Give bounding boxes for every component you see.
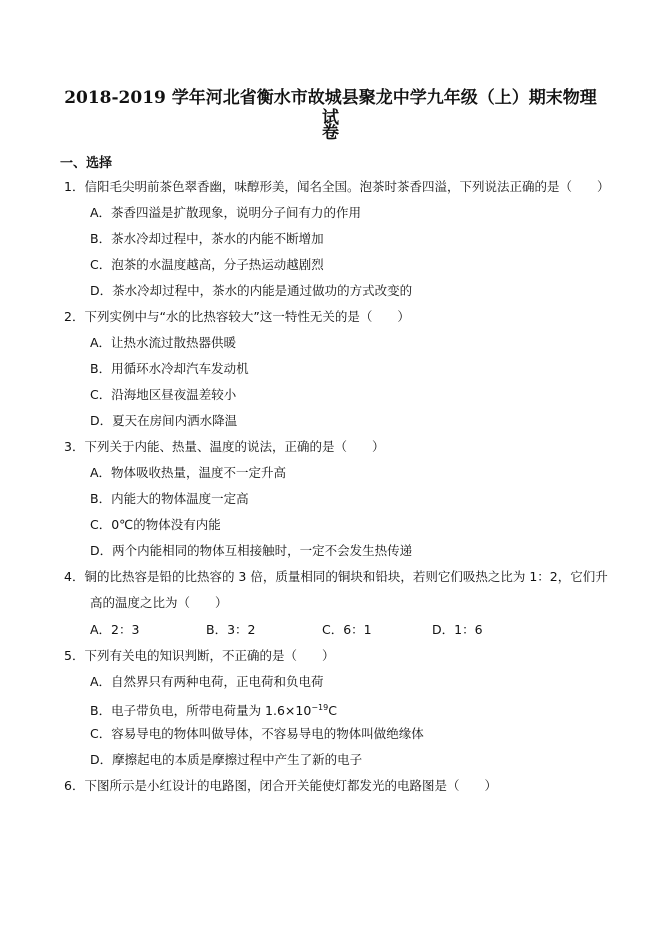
question-2-option-a: A．让热水流过散热器供暖 [90, 335, 237, 350]
question-2-option-c: C．沿海地区昼夜温差较小 [90, 387, 237, 402]
question-3-option-b: B．内能大的物体温度一定高 [90, 491, 249, 506]
question-1-option-a: A．茶香四溢是扩散现象，说明分子间有力的作用 [90, 205, 362, 220]
question-5-option-b-text: B．电子带负电，所带电荷量为 1.6×10 [90, 703, 312, 718]
question-1-option-b: B．茶水冷却过程中，茶水的内能不断增加 [90, 231, 324, 246]
question-4-option-d: D．1：6 [432, 622, 483, 637]
question-4-option-b: B．3：2 [206, 622, 256, 637]
question-2-option-d: D．夏天在房间内洒水降温 [90, 413, 238, 428]
question-3-stem: 3．下列关于内能、热量、温度的说法，正确的是（ ） [64, 439, 385, 454]
exam-title-line2: 卷 [322, 123, 339, 143]
question-5-stem: 5．下列有关电的知识判断，不正确的是（ ） [64, 648, 335, 663]
question-4-stem-continued: 高的温度之比为（ ） [90, 595, 228, 610]
question-5-option-b [90, 700, 337, 719]
question-3-option-c: C．0℃的物体没有内能 [90, 517, 221, 532]
question-5-option-a: A．自然界只有两种电荷，正电荷和负电荷 [90, 674, 324, 689]
question-5-option-b-unit: C [328, 703, 337, 718]
question-3-option-d: D．两个内能相同的物体互相接触时，一定不会发生热传递 [90, 543, 413, 558]
exam-title-line1: 2018-2019 学年河北省衡水市故城县聚龙中学九年级（上）期末物理试 [64, 88, 597, 128]
question-2-stem: 2．下列实例中与“水的比热容较大”这一特性无关的是（ ） [64, 309, 410, 324]
question-5-option-b-exponent: −19 [311, 703, 329, 712]
question-5-option-d: D．摩擦起电的本质是摩擦过程中产生了新的电子 [90, 752, 363, 767]
section-heading: 一、选择 [60, 156, 113, 171]
question-4-stem: 4．铜的比热容是铅的比热容的 3 倍，质量相同的铜块和铅块，若则它们吸热之比为 1：2，它们升 [64, 569, 608, 584]
question-3-option-a: A．物体吸收热量，温度不一定升高 [90, 465, 287, 480]
question-6-stem: 6．下图所示是小红设计的电路图，闭合开关能使灯都发光的电路图是（ ） [64, 778, 497, 793]
question-1-option-d: D．茶水冷却过程中，茶水的内能是通过做功的方式改变的 [90, 283, 413, 298]
question-1-stem: 1．信阳毛尖明前茶色翠香幽，味醇形美，闻名全国。泡茶时茶香四溢，下列说法正确的是（ ） [64, 179, 610, 194]
question-5-option-c: C．容易导电的物体叫做导体，不容易导电的物体叫做绝缘体 [90, 726, 424, 741]
question-4-option-a: A．2：3 [90, 622, 140, 637]
question-1-option-c: C．泡茶的水温度越高，分子热运动越剧烈 [90, 257, 324, 272]
question-2-option-b: B．用循环水冷却汽车发动机 [90, 361, 249, 376]
question-4-option-c: C．6：1 [322, 622, 372, 637]
